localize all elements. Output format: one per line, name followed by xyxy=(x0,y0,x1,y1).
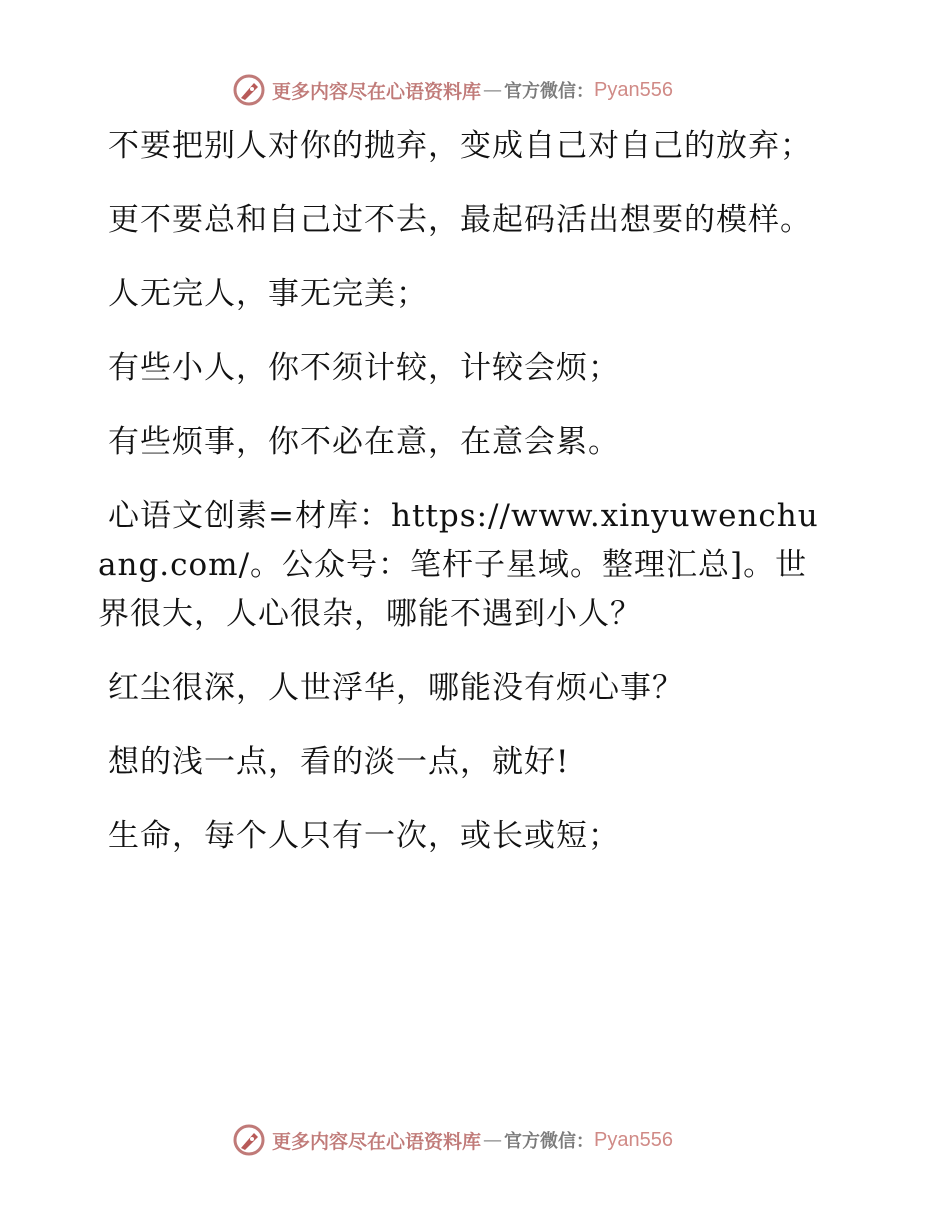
wechat-label: 官方微信： xyxy=(504,81,595,102)
paragraph-4: 有些小人，你不须计较，计较会烦； xyxy=(108,350,620,386)
wechat-label: 官方微信： xyxy=(504,1131,595,1152)
document-body xyxy=(98,122,838,886)
wechat-handle: Pyan556 xyxy=(594,78,673,101)
separator-dash: — xyxy=(483,79,503,101)
paragraph-6: 心语文创素=材库：https://www.xinyuwenchuang.com/。公众号：笔杆子星域。整理汇总]。世界很大，人心很杂，哪能不遇到小人？ xyxy=(98,498,819,632)
site-name: 更多内容尽在心语资料库 xyxy=(272,80,482,103)
pen-nib-logo-icon xyxy=(232,1123,266,1157)
paragraph-9: 生命，每个人只有一次，或长或短； xyxy=(108,818,620,854)
paragraph-2: 更不要总和自己过不去，最起码活出想要的模样。 xyxy=(108,202,812,238)
footer-watermark xyxy=(232,1120,752,1160)
paragraph-1: 不要把别人对你的抛弃，变成自己对自己的放弃； xyxy=(108,128,812,164)
paragraph-5: 有些烦事，你不必在意，在意会累。 xyxy=(108,424,620,460)
paragraph-8: 想的浅一点，看的淡一点，就好! xyxy=(108,744,570,780)
paragraph-3: 人无完人，事无完美； xyxy=(108,276,428,312)
header-watermark xyxy=(232,70,752,110)
site-name: 更多内容尽在心语资料库 xyxy=(272,1130,482,1153)
pen-nib-logo-icon xyxy=(232,73,266,107)
separator-dash: — xyxy=(483,1129,503,1151)
wechat-handle: Pyan556 xyxy=(594,1128,673,1151)
paragraph-7: 红尘很深，人世浮华，哪能没有烦心事？ xyxy=(108,670,684,706)
